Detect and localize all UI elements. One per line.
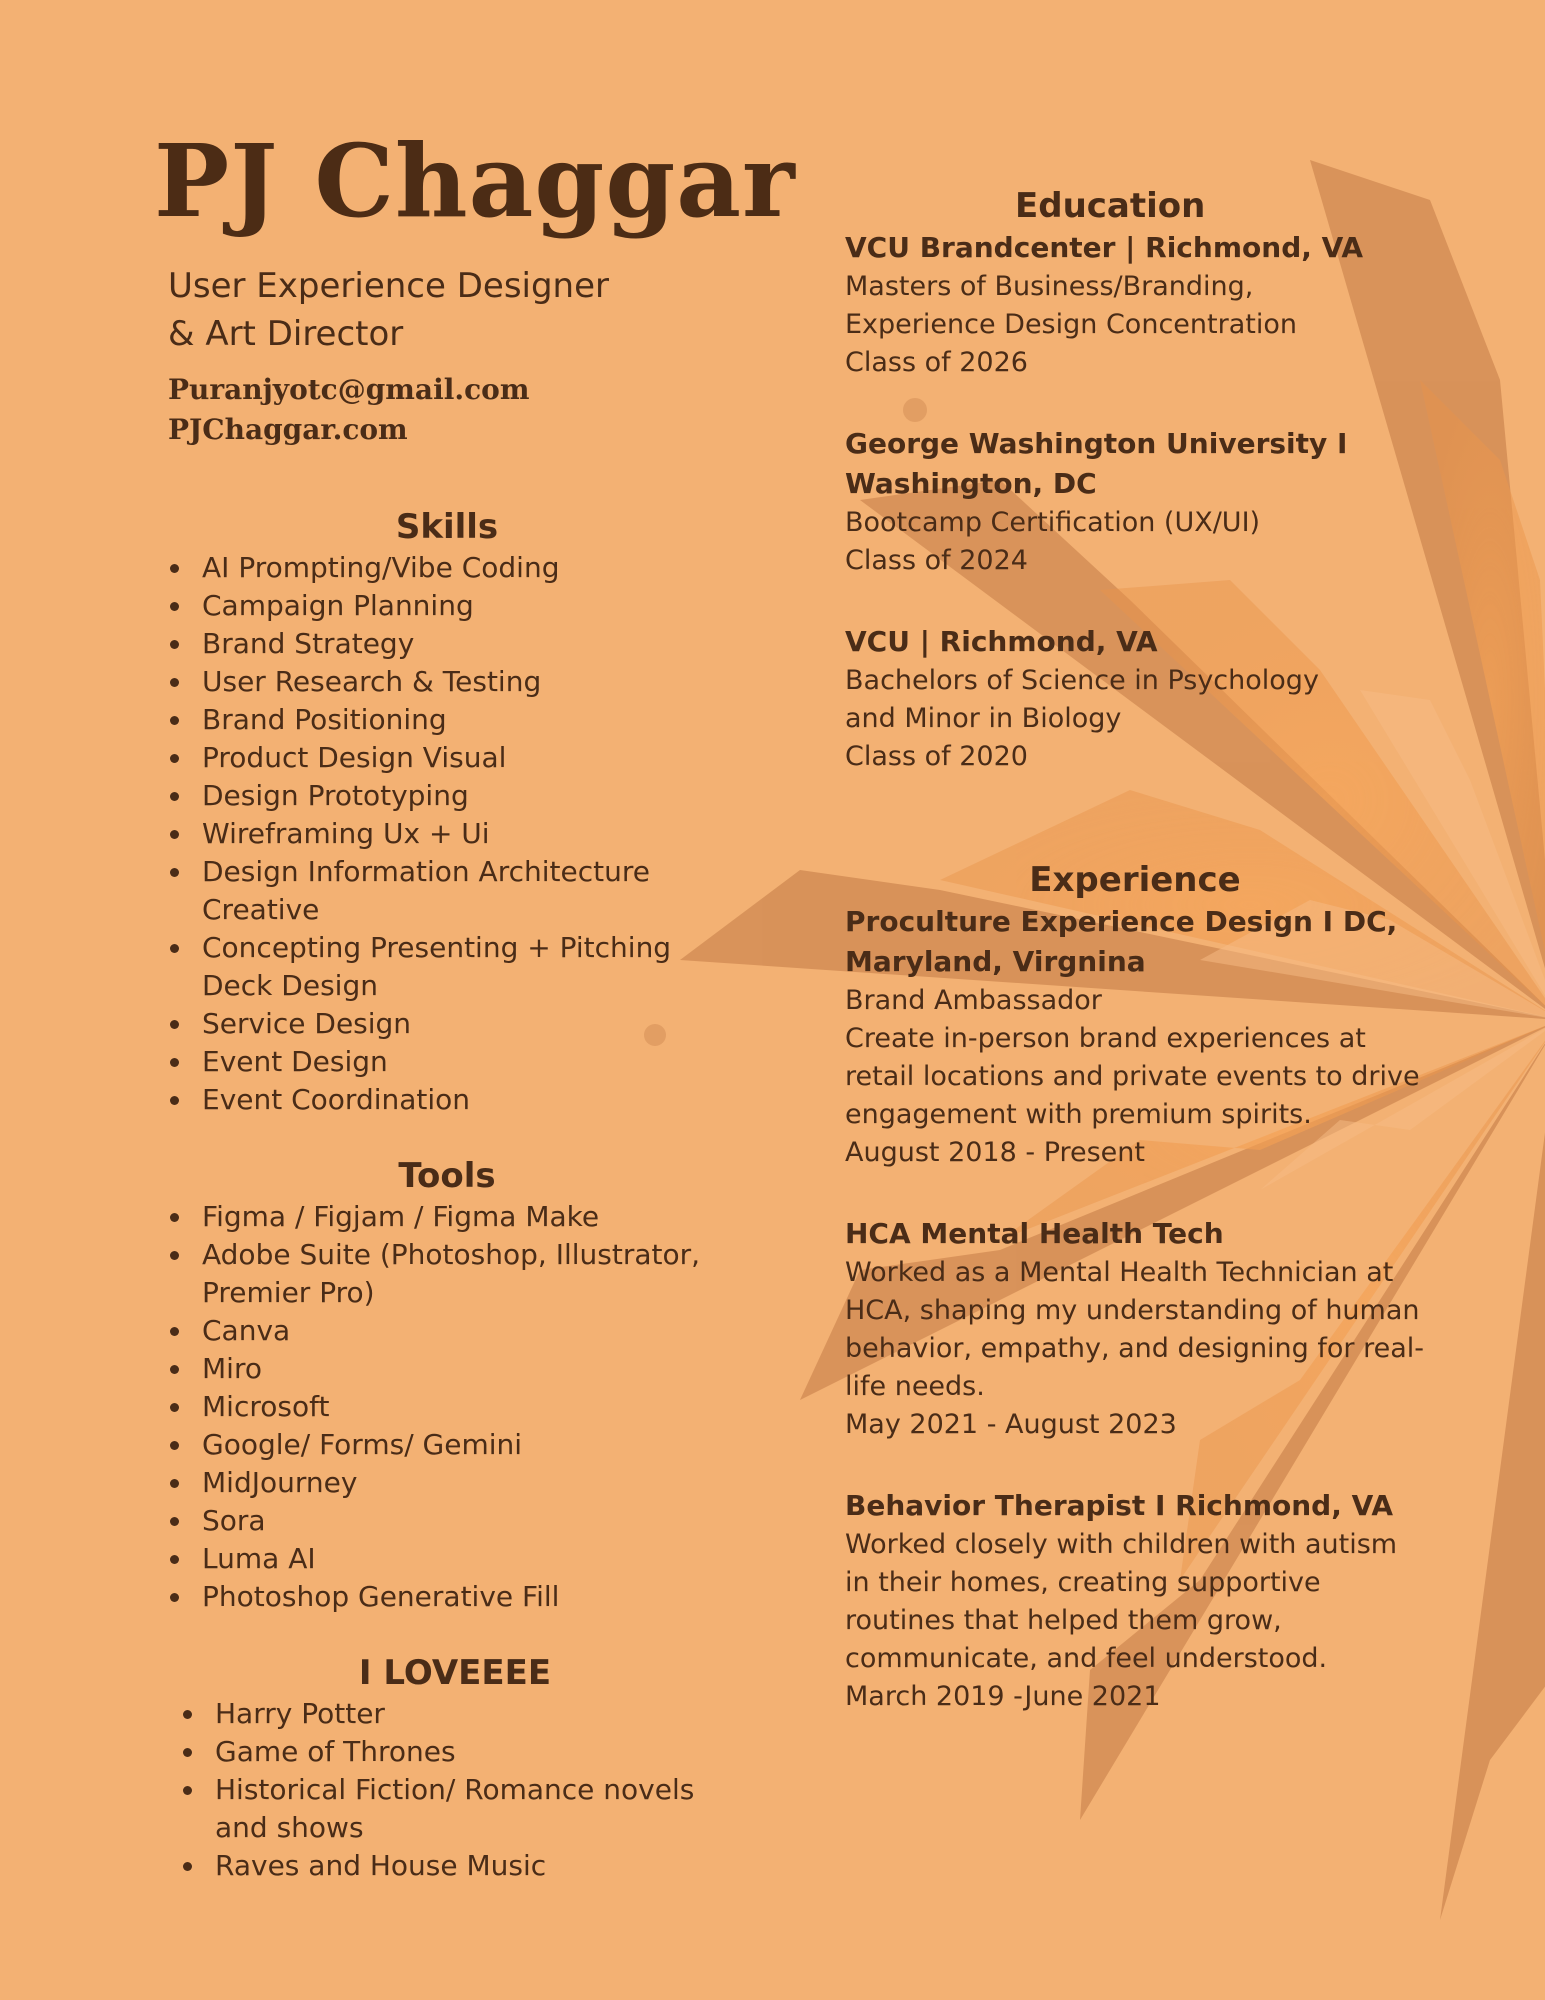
education-detail: Bootcamp Certification (UX/UI) [845, 507, 1261, 538]
skill-item: Brand Positioning [162, 701, 732, 739]
education-entry [845, 424, 1425, 580]
tool-item: Miro [162, 1350, 732, 1388]
skill-item: Brand Strategy [162, 625, 732, 663]
contact-info [168, 370, 529, 450]
skill-item: Design Information Architecture Creative [162, 853, 732, 929]
experience-employer: Behavior Therapist I Richmond, VA [845, 1489, 1394, 1522]
experience-dates: March 2019 -June 2021 [845, 1681, 1161, 1712]
tool-item: MidJourney [162, 1464, 732, 1502]
love-item: Harry Potter [175, 1695, 735, 1733]
education-entry [845, 622, 1425, 776]
experience-description: Create in-person brand experiences at retail locations and private events to drive engagement with premium spirits. [845, 1023, 1420, 1130]
experience-entry [845, 1486, 1425, 1716]
education-institution: VCU Brandcenter | Richmond, VA [845, 231, 1364, 264]
experience-description: Worked as a Mental Health Technician at HCA, shaping my understanding of human behavior, empathy, and designing for real-life needs. [845, 1257, 1425, 1402]
experience-heading: Experience [1029, 860, 1241, 900]
skill-item: Design Prototyping [162, 777, 732, 815]
experience-section [845, 858, 1425, 1716]
skill-item: Campaign Planning [162, 587, 732, 625]
tools-heading: Tools [398, 1156, 496, 1196]
tool-item: Adobe Suite (Photoshop, Illustrator, Premier Pro) [162, 1236, 732, 1312]
experience-role: Brand Ambassador [845, 985, 1102, 1016]
tool-item: Photoshop Generative Fill [162, 1578, 732, 1616]
education-institution: VCU | Richmond, VA [845, 625, 1158, 658]
skill-item: User Research & Testing [162, 663, 732, 701]
experience-entry [845, 902, 1425, 1172]
education-heading: Education [1015, 186, 1206, 226]
skills-list [162, 549, 732, 1119]
job-title-line-1: User Experience Designer [168, 266, 610, 306]
skill-item: Service Design [162, 1005, 732, 1043]
skill-item: Product Design Visual [162, 739, 732, 777]
education-detail: Class of 2024 [845, 545, 1028, 576]
education-detail: Class of 2020 [845, 741, 1028, 772]
job-title [168, 262, 728, 358]
love-item: Game of Thrones [175, 1733, 735, 1771]
skill-item: Concepting Presenting + Pitching Deck Design [162, 929, 732, 1005]
love-item: Historical Fiction/ Romance novels and shows [175, 1771, 735, 1847]
education-institution: George Washington University I Washington, DC [845, 427, 1348, 500]
education-detail: Bachelors of Science in Psychology [845, 665, 1319, 696]
education-detail: Class of 2026 [845, 347, 1028, 378]
tool-item: Google/ Forms/ Gemini [162, 1426, 732, 1464]
skills-heading: Skills [395, 507, 499, 547]
skills-section [162, 505, 732, 1119]
experience-dates: May 2021 - August 2023 [845, 1409, 1177, 1440]
tool-item: Luma AI [162, 1540, 732, 1578]
website-link[interactable]: PJChaggar.com [168, 413, 408, 446]
loves-list [175, 1695, 735, 1885]
tools-section [162, 1154, 732, 1616]
experience-dates: August 2018 - Present [845, 1137, 1145, 1168]
tool-item: Sora [162, 1502, 732, 1540]
loves-section [175, 1651, 735, 1885]
education-detail: and Minor in Biology [845, 703, 1122, 734]
skill-item: Event Design [162, 1043, 732, 1081]
job-title-line-2: & Art Director [168, 314, 404, 354]
education-detail: Masters of Business/Branding, [845, 271, 1254, 302]
skill-item: AI Prompting/Vibe Coding [162, 549, 732, 587]
tools-list [162, 1198, 732, 1616]
skill-item: Wireframing Ux + Ui [162, 815, 732, 853]
tool-item: Microsoft [162, 1388, 732, 1426]
love-item: Raves and House Music [175, 1847, 735, 1885]
education-detail: Experience Design Concentration [845, 309, 1297, 340]
candidate-name: PJ Chaggar [154, 122, 796, 240]
experience-description: Worked closely with children with autism in their homes, creating supportive routines that helped them grow, communicate, and feel understood. [845, 1529, 1398, 1674]
tool-item: Figma / Figjam / Figma Make [162, 1198, 732, 1236]
education-section [845, 184, 1425, 776]
skill-item: Event Coordination [162, 1081, 732, 1119]
loves-heading: I LOVEEEE [358, 1653, 552, 1693]
experience-employer: Proculture Experience Design I DC, Maryland, Virgnina [845, 905, 1398, 978]
tool-item: Canva [162, 1312, 732, 1350]
experience-entry [845, 1214, 1425, 1444]
education-entry [845, 228, 1425, 382]
experience-employer: HCA Mental Health Tech [845, 1217, 1224, 1250]
email-link[interactable]: Puranjyotc@gmail.com [168, 373, 530, 406]
